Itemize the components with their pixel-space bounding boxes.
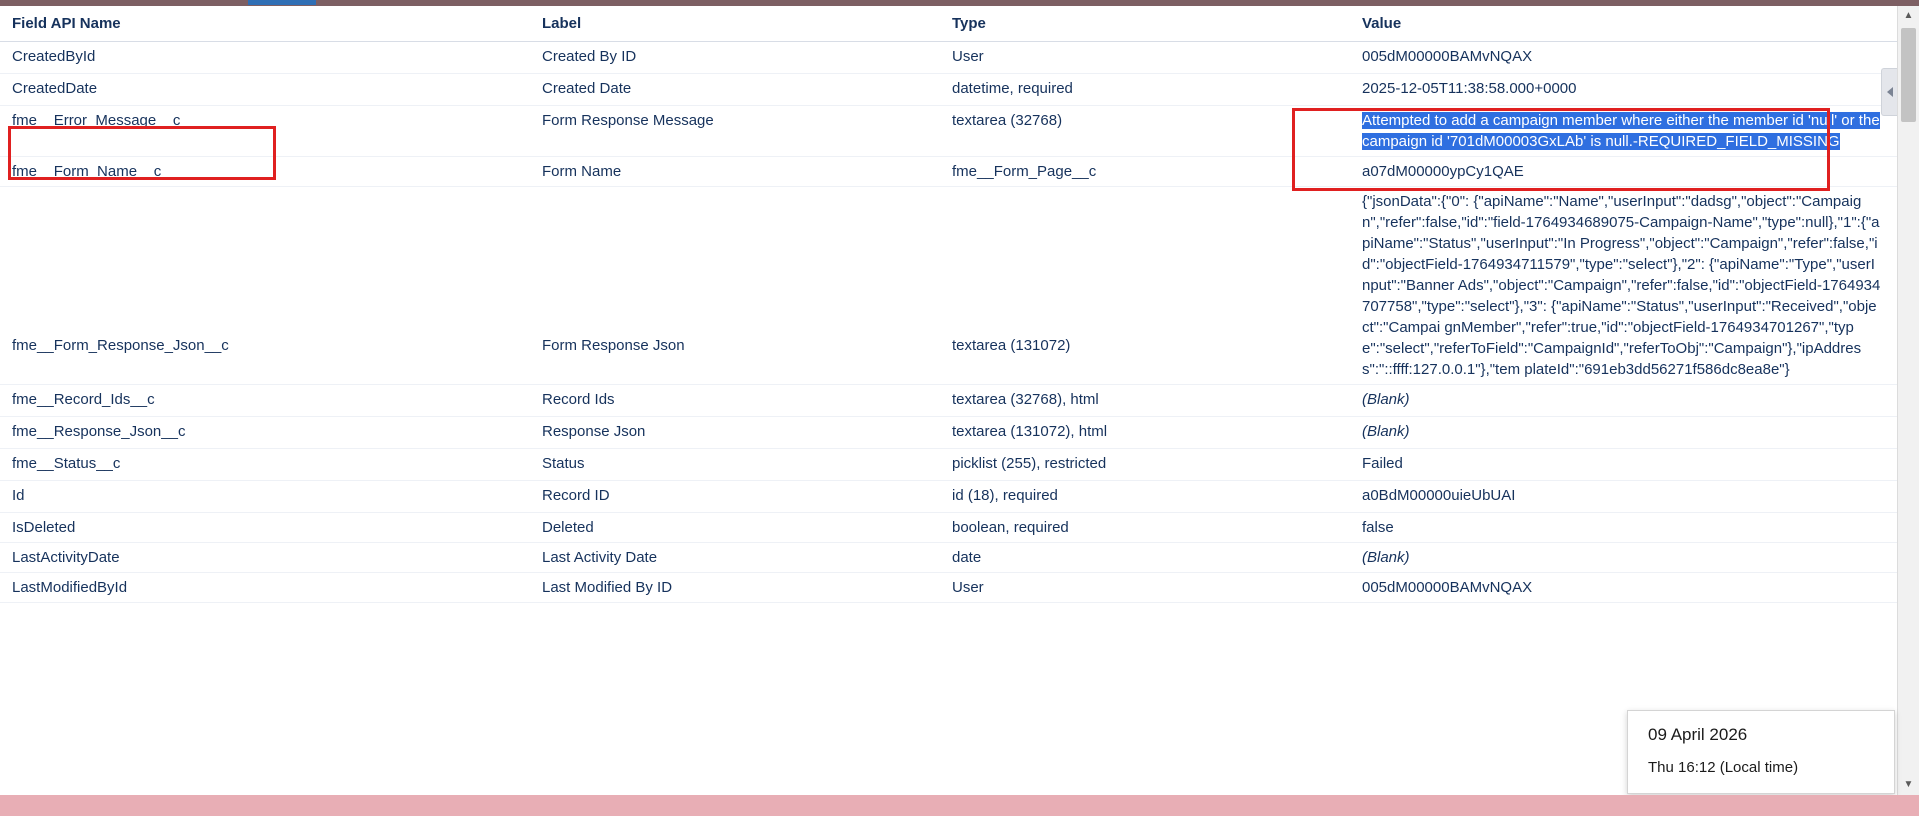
cell-label: Response Json — [530, 417, 940, 449]
cell-value-json: {"jsonData":{"0": {"apiName":"Name","userInput":"dadsg","object":"Campaign","refer":false,"id":"field-1764934689075-Campaign-Name","type":null},"1":{"apiName":"Status","userInput":"In Progress","object":"Campaign","refer":false,"id":"objectField-1764934711579","type":"select"},"2": {"apiName":"Type","userInput":"Banner Ads","object":"Campaign","refer":false,"id":"objectField-1764934707758","type":"select"},"3": {"apiName":"Status","userInput":"Received","object":"Campai gnMember","refer":true,"id":"objectField-1764934701267","type":"select","referToField":"CampaignId","referToObj":"Campaign"},"ipAddress":"::ffff:127.0.0.1"},"tem plateId":"691eb3dd56271f586dc8ea8e"} — [1350, 187, 1890, 385]
cell-value: false — [1350, 513, 1890, 543]
column-header-type[interactable]: Type — [940, 6, 1350, 42]
cell-field-api-name: Id — [0, 481, 530, 513]
selected-error-text: Attempted to add a campaign member where either the member id 'null' or the campaign id '701dM00003GxLAb' is null.-REQUIRED_FIELD_MISSING — [1362, 112, 1880, 150]
vertical-scrollbar[interactable] — [1897, 6, 1919, 795]
cell-field-api-name: fme__Record_Ids__c — [0, 385, 530, 417]
cell-label: Status — [530, 449, 940, 481]
cell-value[interactable]: 005dM00000BAMvNQAX — [1350, 42, 1890, 74]
side-panel-expander[interactable] — [1881, 68, 1898, 116]
cell-type: textarea (131072) — [940, 187, 1350, 385]
cell-type: datetime, required — [940, 74, 1350, 106]
cell-type: boolean, required — [940, 513, 1350, 543]
table-row[interactable] — [0, 385, 1898, 417]
cell-type: textarea (32768) — [940, 106, 1350, 157]
cell-field-api-name: CreatedDate — [0, 74, 530, 106]
cell-label: Record ID — [530, 481, 940, 513]
table-row[interactable] — [0, 481, 1898, 513]
clock-tooltip — [1627, 710, 1895, 794]
scroll-up-arrow[interactable]: ▲ — [1898, 6, 1919, 26]
cell-value-error-message[interactable] — [1350, 106, 1890, 157]
field-table-body — [0, 42, 1898, 603]
cell-type: picklist (255), restricted — [940, 449, 1350, 481]
table-row[interactable] — [0, 157, 1898, 187]
cell-type: textarea (32768), html — [940, 385, 1350, 417]
scroll-down-arrow[interactable]: ▼ — [1898, 775, 1919, 795]
cell-label: Record Ids — [530, 385, 940, 417]
table-row[interactable] — [0, 513, 1898, 543]
clock-time: Thu 16:12 (Local time) — [1648, 759, 1799, 776]
field-table — [0, 6, 1898, 603]
cell-field-api-name: IsDeleted — [0, 513, 530, 543]
cell-label: Form Response Json — [530, 187, 940, 385]
cell-value: 2025-12-05T11:38:58.000+0000 — [1350, 74, 1890, 106]
cell-label: Deleted — [530, 513, 940, 543]
cell-value[interactable]: a07dM00000ypCy1QAE — [1350, 157, 1890, 187]
table-row[interactable] — [0, 74, 1898, 106]
cell-field-api-name: LastActivityDate — [0, 543, 530, 573]
scrollbar-thumb[interactable] — [1901, 28, 1916, 122]
cell-value: (Blank) — [1350, 417, 1890, 449]
cell-label: Created By ID — [530, 42, 940, 74]
cell-field-api-name: fme__Status__c — [0, 449, 530, 481]
cell-label: Last Modified By ID — [530, 573, 940, 603]
cell-value-status: Failed — [1350, 449, 1890, 481]
cell-value: (Blank) — [1350, 385, 1890, 417]
clock-date: 09 April 2026 — [1648, 725, 1748, 744]
cell-value[interactable]: 005dM00000BAMvNQAX — [1350, 573, 1890, 603]
cell-type[interactable]: User — [940, 42, 1350, 74]
cell-type: textarea (131072), html — [940, 417, 1350, 449]
cell-field-api-name: LastModifiedById — [0, 573, 530, 603]
column-header-label[interactable]: Label — [530, 6, 940, 42]
table-row-error-message[interactable] — [0, 106, 1898, 157]
cell-label: Last Activity Date — [530, 543, 940, 573]
cell-label: Form Name — [530, 157, 940, 187]
cell-type[interactable]: User — [940, 573, 1350, 603]
table-row[interactable] — [0, 42, 1898, 74]
cell-type[interactable]: fme__Form_Page__c — [940, 157, 1350, 187]
bottom-taskbar — [0, 795, 1919, 816]
cell-field-api-name: fme__Form_Name__c — [0, 157, 530, 187]
cell-value: a0BdM00000uieUbUAI — [1350, 481, 1890, 513]
table-row[interactable] — [0, 449, 1898, 481]
field-inspector-panel — [0, 6, 1898, 795]
table-row[interactable] — [0, 573, 1898, 603]
cell-field-api-name: fme__Response_Json__c — [0, 417, 530, 449]
cell-type: id (18), required — [940, 481, 1350, 513]
cell-field-api-name: fme__Form_Response_Json__c — [0, 187, 530, 385]
cell-label: Form Response Message — [530, 106, 940, 157]
active-tab-accent — [248, 0, 316, 5]
cell-field-api-name: fme__Error_Message__c — [0, 106, 530, 157]
cell-field-api-name: CreatedById — [0, 42, 530, 74]
table-row-form-response-json[interactable] — [0, 187, 1898, 385]
cell-label: Created Date — [530, 74, 940, 106]
table-header-row — [0, 6, 1898, 42]
cell-value: (Blank) — [1350, 543, 1890, 573]
cell-type: date — [940, 543, 1350, 573]
table-row[interactable] — [0, 543, 1898, 573]
column-header-value[interactable]: Value — [1350, 6, 1890, 42]
column-header-field-api-name[interactable]: Field API Name — [0, 6, 530, 42]
table-row[interactable] — [0, 417, 1898, 449]
